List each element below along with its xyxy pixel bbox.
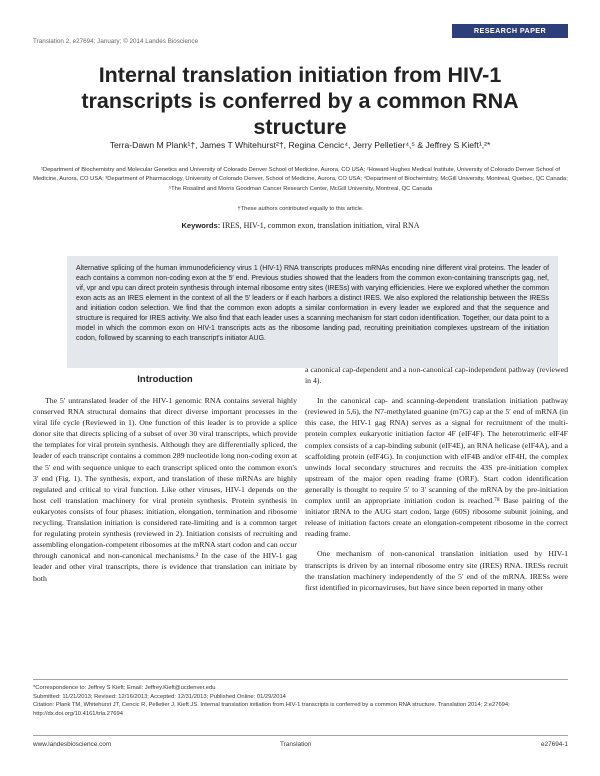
correspondence-note: *Correspondence to: Jeffrey S Kieft; Email: Jeffrey.Kieft@ucdenver.edu — [33, 685, 216, 691]
keywords-label: Keywords: — [181, 221, 221, 230]
article-type-badge: RESEARCH PAPER — [452, 24, 568, 38]
paragraph: One mechanism of non-canonical translation initiation used by HIV-1 transcripts is driven by an internal ribosome entry site (IRES) RNA. IRESs recruit the translation machinery independently of the 5′ end of the mRNA. IRESs were first identified in picornaviruses, but have since been reported in many other — [305, 549, 568, 592]
body-column-right — [305, 364, 568, 593]
page-footer-divider — [33, 735, 568, 736]
footnote-divider — [33, 679, 568, 680]
paragraph: a canonical cap-dependent and a non-canonical cap-independent pathway (reviewed in 4). — [305, 365, 568, 386]
dates-note: Submitted: 11/21/2013; Revised: 12/16/2013; Accepted: 12/31/2013; Published Online: 01/29/2014 — [33, 693, 286, 700]
introduction-heading: Introduction — [137, 374, 193, 385]
affiliations: ¹Department of Biochemistry and Molecular Genetics and University of Colorado Denver School of Medicine, Aurora, CO USA; ²Howard Hughes Medical Institute, University of Colorado Denver School of Medicine, Aurora, CO USA; ³Department of Pharmacology, University of Colorado Denver, School of Medicine, Aurora, CO USA; ⁴Department of Biochemistry, McGill University, Montreal, Quebec, QC Canada; ⁵The Rosalind and Morris Goodman Cancer Research Center, McGill University, Montreal, QC Canada — [33, 167, 568, 192]
paragraph: In the canonical cap- and scanning-dependent translation initiation pathway (reviewed in 5,6), the N7-methylated guanine (m7G) cap at the 5′ end of mRNA (in this case, the HIV-1 gag RNA) serves as a signal for recruitment of the multi-protein complex eukaryotic initiation factor 4F (eIF4F). The heterotrimeric eIF4F complex consists of a cap-binding subunit (eIF4E), an RNA helicase (eIF4A), and a scaffolding protein (eIF4G). In conjunction with eIF4B and/or eIF4H, the complex unwinds local secondary structures and recruits the 43S pre-initiation complex upstream of the major open reading frame (ORF). Start codon identification generally is thought to require 5′ to 3′ scanning of the mRNA by the pre-initiation complex until an appropriate initiation codon is reached.⁷⁸ Base pairing of the initiator tRNA to the AUG start codon, large (60S) ribosome subunit joining, and release of initiation factors create an elongation-competent ribosome in the correct reading frame. — [305, 396, 568, 539]
abstract-box: Alternative splicing of the human immunodeficiency virus 1 (HIV-1) RNA transcripts produces mRNAs encoding nine different viral proteins. The leader of each contains a common non-coding exon at the 5′ end. Previous studies showed that the leaders from the common exon-containing transcripts gag, nef, vif, vpr and vpu can direct protein synthesis through internal ribosome entry sites (IRESs) with varying efficiencies. Here we explored whether the common exon acts as an IRES element in the context of all the 5′ leaders or if each harbors a distinct IRES. We also explored the relationship between the IRESs and initiation codon selection. We find that the common exon adopts a similar conformation in every leader we explored and that the sequence and structure is required for IRES activity. We also find that each leader uses a scanning mechanism for start codon identification. Together, our data point to a model in which the common exon on HIV-1 transcripts acts as the ribosome landing pad, recruiting preinitiation complexes upstream of the initiation codon, followed by scanning to each transcript's initiator AUG. — [67, 256, 558, 368]
paragraph: The 5′ untranslated leader of the HIV-1 genomic RNA contains several highly conserved RNA structural domains that direct diverse important processes in the viral life cycle (Reviewed in 1). One function of this leader is to provide a splice donor site that directs splicing of a subset of over 30 viral transcripts, which provide the templates for viral protein synthesis. Although they are differentially spliced, the leader of each transcript contains a common 289 nucleotide long non-coding exon at the 5′ end with sequence unique to each transcript spliced onto the common exon's 3′ end (Fig. 1). The synthesis, export, and translation of these mRNAs are highly regulated and critical to viral function. Like other viruses, HIV-1 depends on the host cell translation machinery for viral protein synthesis. Protein synthesis in eukaryotes consists of four phases: initiation, elongation, termination and ribosome recycling. Translation initiation is considered rate-limiting and is a common target for regulating protein synthesis (reviewed in 2). Initiation consists of recruiting and assembling elongation-competent ribosomes at the mRNA start codon and can occur through canonical and non-canonical mechanisms.³ In the case of the HIV-1 gag leader and other viral transcripts, there is evidence that translation can initiate by both — [33, 396, 297, 583]
body-column-left — [33, 395, 297, 584]
equal-contribution-note: †These authors contributed equally to this article. — [237, 206, 364, 212]
keywords — [33, 221, 568, 230]
article-title: Internal translation initiation from HIV-1 transcripts is conferred by a common RNA structure — [81, 63, 519, 139]
journal-citation: Translation 2, e27694; January; © 2014 Landes Bioscience — [33, 38, 199, 45]
citation-note: Citation: Plank TM, Whitehurst JT, Cencic R, Pelletier J, Kieft JS. Internal translation initiation from HIV-1 transcripts is conferred by a common RNA structure. Translation 2014; 2:e27694; http://dx.doi.org/10.4161/trla.27694 — [33, 702, 510, 717]
footer-page-number: e27694-1 — [540, 741, 568, 748]
author-list: Terra-Dawn M Plank¹†, James T Whitehurst²†, Regina Cencic⁴, Jerry Pelletier⁴,⁵ & Jeffrey S Kieft¹,²* — [109, 140, 491, 150]
footer-website: www.landesbioscience.com — [33, 741, 112, 748]
footer-journal: Translation — [280, 741, 312, 748]
keywords-text: IRES, HIV-1, common exon, translation initiation, viral RNA — [222, 221, 420, 230]
footnotes — [33, 684, 568, 718]
